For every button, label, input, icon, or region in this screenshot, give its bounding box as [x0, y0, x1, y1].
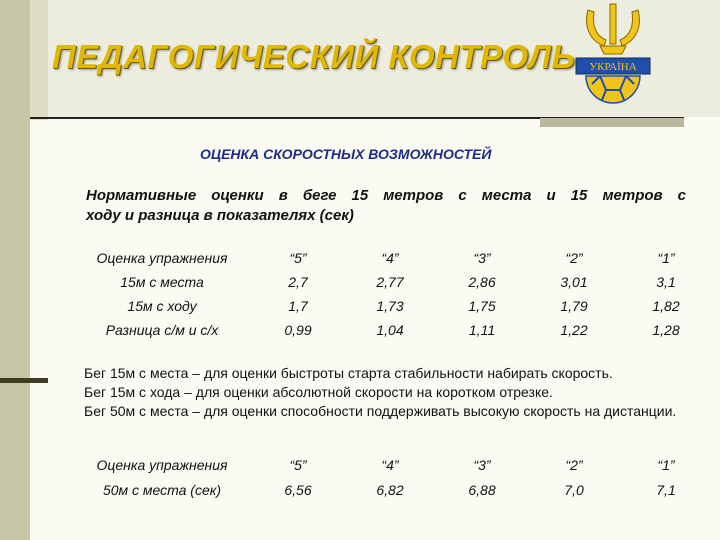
table-cell: 50м с места (сек)	[102, 481, 222, 498]
table-cell: 3,01	[560, 274, 588, 290]
logo-ribbon-text: УКРАЇНА	[589, 61, 637, 73]
table-cell: 2,86	[468, 274, 496, 290]
table-cell: 1,28	[652, 322, 680, 338]
run-50m-table	[72, 452, 712, 502]
table-header-cell: “2”	[565, 250, 583, 266]
table-header-cell: “1”	[657, 250, 675, 266]
left-decor-line	[0, 378, 48, 383]
table-cell: 15м с места	[120, 274, 204, 290]
table-cell: 2,7	[288, 274, 308, 290]
table-header-cell: Оценка упражнения	[96, 456, 228, 473]
table-header-cell: “3”	[473, 250, 491, 266]
table-header-cell: “5”	[289, 250, 307, 266]
header-decor-box	[30, 0, 48, 120]
table-cell: 1,7	[288, 298, 308, 314]
table-row	[72, 270, 712, 294]
table-cell: 6,56	[284, 481, 312, 498]
note-line: Бег 15м с места – для оценки быстроты старта стабильности набирать скорость.	[84, 365, 613, 381]
note-line: Бег 50м с места – для оценки способности поддерживать высокую скорость на дистанции.	[84, 403, 677, 419]
table-cell: 6,88	[468, 481, 496, 498]
header-accent-block	[540, 118, 684, 127]
table-row	[72, 477, 712, 502]
speed-norms-table	[72, 246, 712, 342]
table-header-cell: “1”	[657, 456, 675, 473]
page-title: ПЕДАГОГИЧЕСКИЙ КОНТРОЛЬ	[52, 38, 576, 75]
table-cell: 2,77	[376, 274, 404, 290]
table-cell: 3,1	[656, 274, 676, 290]
table-row	[72, 318, 712, 342]
table-header-row	[72, 452, 712, 477]
trident-icon	[587, 4, 640, 54]
table-header-row	[72, 246, 712, 270]
table-header-cell: “4”	[381, 250, 399, 266]
left-decor-bar	[0, 0, 30, 540]
table-cell: 1,82	[652, 298, 680, 314]
football-icon	[586, 76, 640, 103]
table-header-cell: “4”	[381, 456, 399, 473]
table-header-cell: “2”	[565, 456, 583, 473]
table-cell: Разница с/м и с/х	[105, 322, 219, 338]
table-cell: 1,11	[468, 322, 496, 338]
table-header-cell: Оценка упражнения	[96, 250, 228, 266]
table-heading-line1: Нормативные оценки в беге 15 метров с места и 15 метров с	[86, 187, 686, 204]
ukraine-federation-logo	[570, 0, 656, 108]
table-cell: 7,1	[656, 481, 676, 498]
table-cell: 1,73	[376, 298, 404, 314]
table-cell: 6,82	[376, 481, 404, 498]
table-heading-line2: ходу и разница в показателях (сек)	[86, 207, 354, 224]
table-header-cell: “5”	[289, 456, 307, 473]
table-row	[72, 294, 712, 318]
table-cell: 0,99	[284, 322, 312, 338]
table-header-cell: “3”	[473, 456, 491, 473]
table-cell: 15м с ходу	[127, 298, 197, 314]
table-cell: 1,79	[560, 298, 588, 314]
table-cell: 1,04	[376, 322, 404, 338]
table-cell: 1,75	[468, 298, 496, 314]
table-cell: 7,0	[564, 481, 584, 498]
table-heading	[86, 186, 686, 226]
note-line: Бег 15м с хода – для оценки абсолютной скорости на коротком отрезке.	[84, 384, 553, 400]
table-cell: 1,22	[560, 322, 588, 338]
notes-block	[84, 364, 688, 421]
section-title: ОЦЕНКА СКОРОСТНЫХ ВОЗМОЖНОСТЕЙ	[200, 146, 492, 162]
